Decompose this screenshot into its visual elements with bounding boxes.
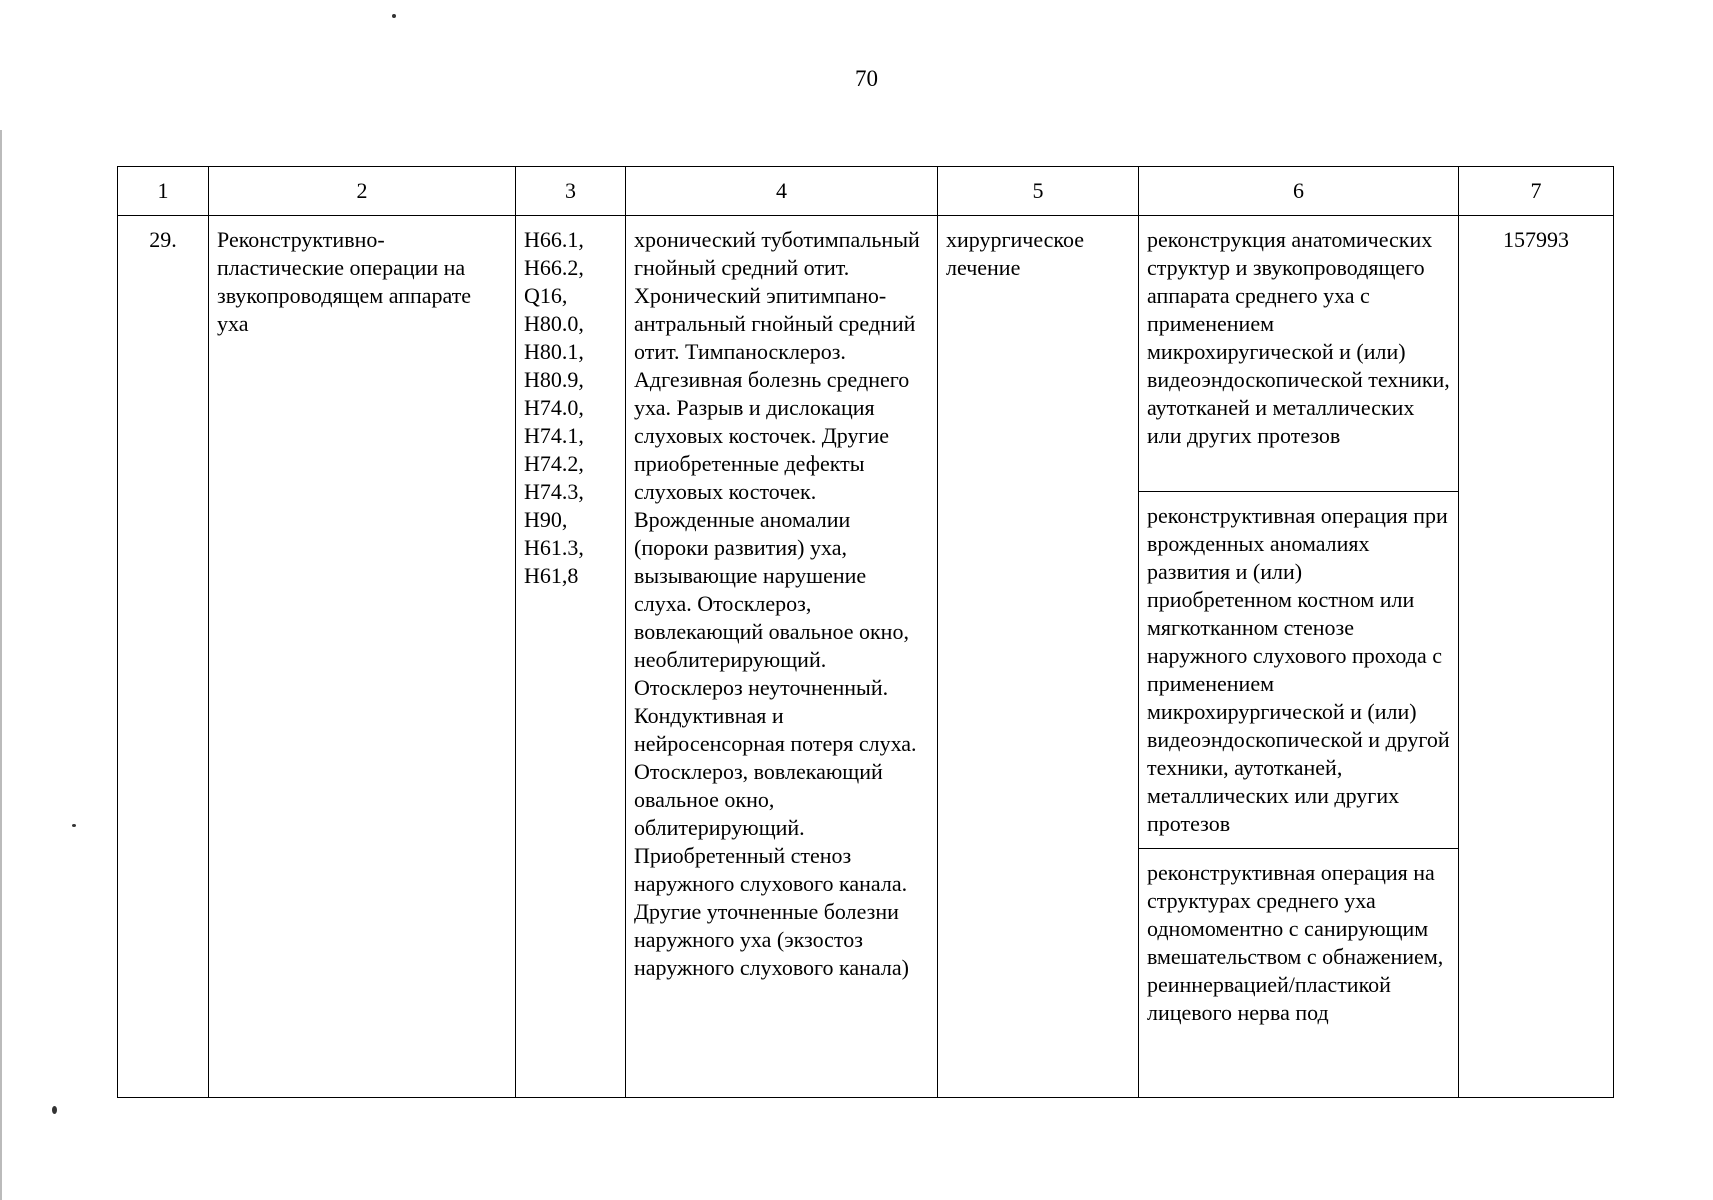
icd-code: H80.0, (524, 311, 584, 336)
scan-speck (392, 14, 396, 18)
icd-code: Q16, (524, 283, 568, 308)
method-item: реконструктивная операция на структурах среднего уха одномоментно с санирующим вмешательством с обнажением, реиннервацией/пластикой лицевого нерва под (1139, 848, 1458, 1097)
operation-name: Реконструктивно-пластические операции на звукопроводящем аппарате уха (209, 216, 516, 1098)
scan-speck (52, 1106, 57, 1114)
icd-code: H66.2, (524, 255, 584, 280)
diagnosis-text: хронический туботимпальный гнойный средний отит. Хронический эпитимпано-антральный гнойный средний отит. Тимпаносклероз. Адгезивная болезнь среднего уха. Разрыв и дислокация слуховых косточек. Другие приобретенные дефекты слуховых косточек. Врожденные аномалии (пороки развития) уха, вызывающие нарушение слуха. Отосклероз, вовлекающий овальное окно, необлитерирующий. Отосклероз неуточненный. Кондуктивная и нейросенсорная потеря слуха. Отосклероз, вовлекающий овальное окно, облитерирующий. Приобретенный стеноз наружного слухового канала. Другие уточненные болезни наружного уха (экзостоз наружного слухового канала) (626, 216, 938, 1098)
cost-value: 157993 (1459, 216, 1614, 1098)
icd-code: H80.9, (524, 367, 584, 392)
column-header-3: 3 (516, 167, 626, 216)
column-header-5: 5 (938, 167, 1139, 216)
icd-code: H61.3, (524, 535, 584, 560)
icd-code: H74.1, (524, 423, 584, 448)
icd-code: H90, (524, 507, 568, 532)
icd-code: H61,8 (524, 563, 579, 588)
medical-care-table (117, 166, 1614, 1098)
method-item: реконструктивная операция при врожденных аномалиях развития и (или) приобретенном костном или мягкотканном стенозе наружного слухового прохода с применением микрохирургической и (или) видеоэндоскопической и другой техники, аутотканей, металлических или других протезов (1139, 491, 1458, 848)
treatment-methods (1139, 216, 1459, 1098)
icd-code: H74.0, (524, 395, 584, 420)
icd-code: H74.2, (524, 451, 584, 476)
treatment-type: хирургическое лечение (938, 216, 1139, 1098)
icd-code: H80.1, (524, 339, 584, 364)
page-number: 70 (855, 66, 878, 91)
method-item: реконструкция анатомических структур и звукопроводящего аппарата среднего уха с применением микрохиругической и (или) видеоэндоскопической техники, аутотканей и металлических или других протезов (1147, 227, 1450, 448)
icd-code: H66.1, (524, 227, 584, 252)
icd-code: H74.3, (524, 479, 584, 504)
column-header-4: 4 (626, 167, 938, 216)
column-header-1: 1 (118, 167, 209, 216)
column-number-row (118, 167, 1614, 216)
icd-codes (516, 216, 626, 1098)
scan-edge (0, 130, 2, 1200)
table-row (118, 216, 1614, 1098)
scan-speck (72, 824, 76, 827)
column-header-6: 6 (1139, 167, 1459, 216)
column-header-2: 2 (209, 167, 516, 216)
column-header-7: 7 (1459, 167, 1614, 216)
row-number: 29. (118, 216, 209, 1098)
